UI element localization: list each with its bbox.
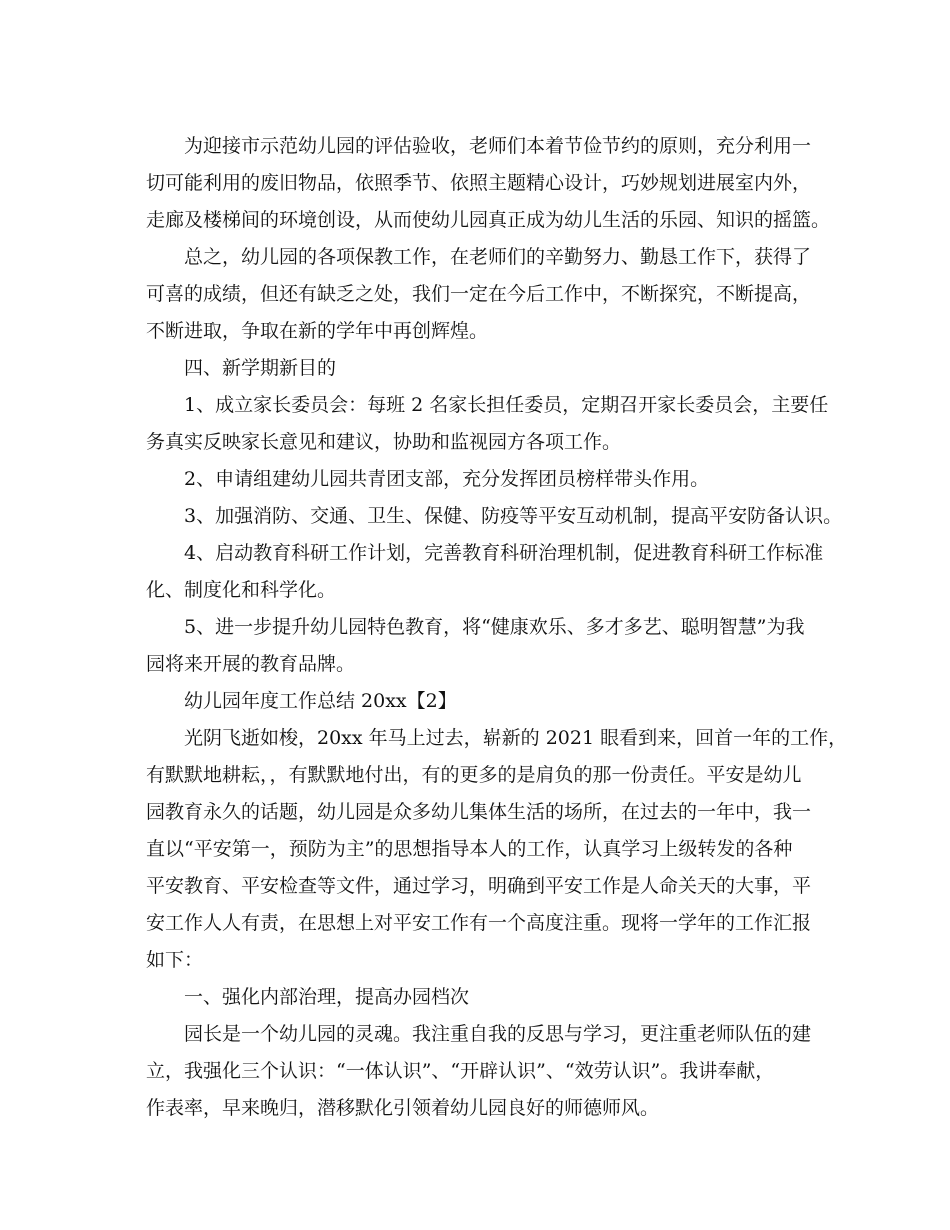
- text-line: 务真实反映家长意见和建议，协助和监视园方各项工作。: [146, 431, 622, 453]
- text-line: 如下：: [146, 949, 204, 971]
- text-line: 走廊及楼梯间的环境创设，从而使幼儿园真正成为幼儿生活的乐园、知识的摇篮。: [146, 209, 831, 231]
- text-line: 2、申请组建幼儿园共青团支部，充分发挥团员榜样带头作用。: [184, 468, 710, 490]
- text-line: 四、新学期新目的: [184, 357, 337, 379]
- text-line: 总之，幼儿园的各项保教工作，在老师们的辛勤努力、勤恳工作下，获得了: [184, 246, 812, 268]
- text-line: 3、加强消防、交通、卫生、保健、防疫等平安互动机制，提高平安防备认识。: [184, 505, 843, 527]
- text-line: 化、制度化和科学化。: [146, 579, 337, 601]
- text-line: 园教育永久的话题，幼儿园是众多幼儿集体生活的场所，在过去的一年中，我一: [146, 801, 812, 823]
- text-line: 4、启动教育科研工作计划，完善教育科研治理机制，促进教育科研工作标准: [184, 542, 824, 564]
- text-line: 不断进取，争取在新的学年中再创辉煌。: [146, 320, 489, 342]
- text-line: 立，我强化三个认识：“一体认识”、“开辟认识”、“效劳认识”。我讲奉献，: [146, 1060, 775, 1082]
- text-line: 可喜的成绩，但还有缺乏之处，我们一定在今后工作中，不断探究，不断提高，: [146, 283, 812, 305]
- text-line: 有默默地耕耘，，有默默地付出，有的更多的是肩负的那一份责任。平安是幼儿: [146, 764, 802, 786]
- text-line: 幼儿园年度工作总结 20xx【2】: [184, 690, 457, 712]
- text-line: 5、进一步提升幼儿园特色教育，将“健康欢乐、多才多艺、聪明智慧”为我: [184, 616, 805, 638]
- text-line: 光阴飞逝如梭，20xx 年马上过去，崭新的 2021 眼看到来，回首一年的工作，: [184, 727, 848, 749]
- text-line: 直以“平安第一，预防为主”的思想指导本人的工作，认真学习上级转发的各种: [146, 838, 793, 860]
- text-line: 安工作人人有责，在思想上对平安工作有一个高度注重。现将一学年的工作汇报: [146, 912, 812, 934]
- text-line: 作表率，早来晚归，潜移默化引领着幼儿园良好的师德师风。: [146, 1097, 660, 1119]
- text-line: 平安教育、平安检查等文件，通过学习，明确到平安工作是人命关天的大事，平: [146, 875, 812, 897]
- text-line: 园将来开展的教育品牌。: [146, 653, 356, 675]
- text-line: 切可能利用的废旧物品，依照季节、依照主题精心设计，巧妙规划进展室内外，: [146, 172, 812, 194]
- text-line: 1、成立家长委员会：每班 2 名家长担任委员，定期召开家长委员会，主要任: [184, 394, 829, 416]
- text-line: 为迎接市示范幼儿园的评估验收，老师们本着节俭节约的原则，充分利用一: [184, 135, 812, 157]
- text-line: 园长是一个幼儿园的灵魂。我注重自我的反思与学习，更注重老师队伍的建: [184, 1023, 812, 1045]
- text-line: 一、强化内部治理，提高办园档次: [184, 986, 470, 1008]
- document-body: [146, 128, 848, 1127]
